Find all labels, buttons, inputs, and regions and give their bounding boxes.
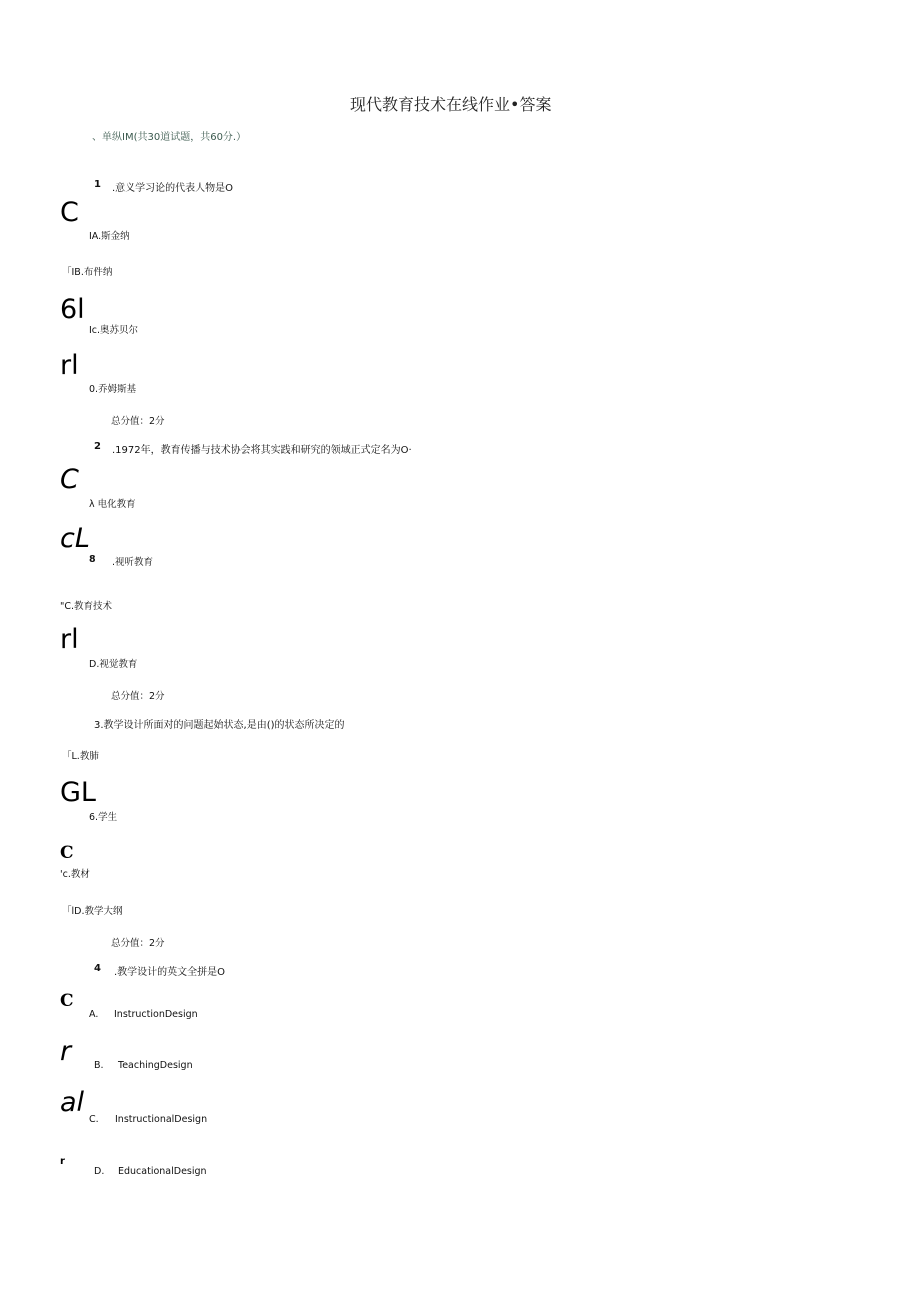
radio-glyph[interactable]: rl bbox=[60, 624, 79, 655]
option-a[interactable]: λ 电化教育 bbox=[89, 499, 136, 510]
option-d[interactable]: 「lD.教学大纲 bbox=[62, 906, 123, 917]
radio-glyph[interactable]: C bbox=[60, 197, 79, 228]
option-a[interactable]: IA.斯金纳 bbox=[89, 231, 130, 242]
question-4-text: .教学设计的英文全拼是O bbox=[114, 967, 226, 978]
option-d-letter[interactable]: D. bbox=[94, 1166, 105, 1177]
radio-glyph[interactable]: r bbox=[60, 1156, 65, 1167]
question-2-number: 2 bbox=[94, 441, 101, 452]
option-b[interactable]: 「IB.布件纳 bbox=[62, 267, 113, 278]
radio-glyph[interactable]: C bbox=[60, 464, 79, 495]
option-b[interactable]: TeachingDesign bbox=[118, 1060, 193, 1071]
score-value: 总分值：2分 bbox=[111, 691, 165, 702]
option-d[interactable]: 0.乔姆斯基 bbox=[89, 384, 137, 395]
radio-glyph[interactable]: al bbox=[60, 1087, 85, 1118]
option-d[interactable]: EducationalDesign bbox=[118, 1166, 207, 1177]
option-b[interactable]: .视听教育 bbox=[112, 557, 154, 568]
question-4-number: 4 bbox=[94, 963, 101, 974]
section-header: 、单纵IM(共30道试题，共60分.） bbox=[92, 132, 247, 143]
radio-glyph[interactable]: C bbox=[60, 843, 74, 863]
option-c-letter[interactable]: C. bbox=[89, 1114, 99, 1125]
option-b-letter[interactable]: B. bbox=[94, 1060, 104, 1071]
question-1-text: .意义学习论的代表人物是O bbox=[112, 183, 234, 194]
radio-glyph[interactable]: r bbox=[60, 1036, 72, 1067]
score-value: 总分值：2分 bbox=[111, 416, 165, 427]
option-a[interactable]: InstructionDesign bbox=[114, 1009, 198, 1020]
page-title: 现代教育技术在线作业•答案 bbox=[350, 95, 552, 114]
radio-glyph[interactable]: 6l bbox=[60, 294, 85, 325]
score-value: 总分值：2分 bbox=[111, 938, 165, 949]
option-a[interactable]: 「L.教肺 bbox=[62, 751, 99, 762]
option-c[interactable]: InstructionalDesign bbox=[115, 1114, 208, 1125]
radio-glyph[interactable]: rl bbox=[60, 350, 79, 381]
option-c[interactable]: Ic.奥苏贝尔 bbox=[89, 325, 139, 336]
option-d[interactable]: D.视觉教育 bbox=[89, 659, 138, 670]
question-3-text: 3.教学设计所面对的问题起始状态,是由()的状态所决定的 bbox=[94, 720, 345, 731]
radio-glyph[interactable]: C bbox=[60, 991, 74, 1011]
option-c[interactable]: 'c.教材 bbox=[60, 869, 90, 880]
option-a-letter[interactable]: A. bbox=[89, 1009, 99, 1020]
question-1-number: 1 bbox=[94, 179, 101, 190]
option-c[interactable]: "C.教育技术 bbox=[60, 601, 113, 612]
radio-glyph[interactable]: cL bbox=[60, 523, 90, 554]
radio-glyph[interactable]: GL bbox=[60, 777, 96, 808]
option-b-number[interactable]: 8 bbox=[89, 554, 96, 565]
option-b[interactable]: 6.学生 bbox=[89, 812, 118, 823]
question-2-text: .1972年，教育传播与技术协会将其实践和研究的领域正式定名为O· bbox=[112, 445, 412, 456]
